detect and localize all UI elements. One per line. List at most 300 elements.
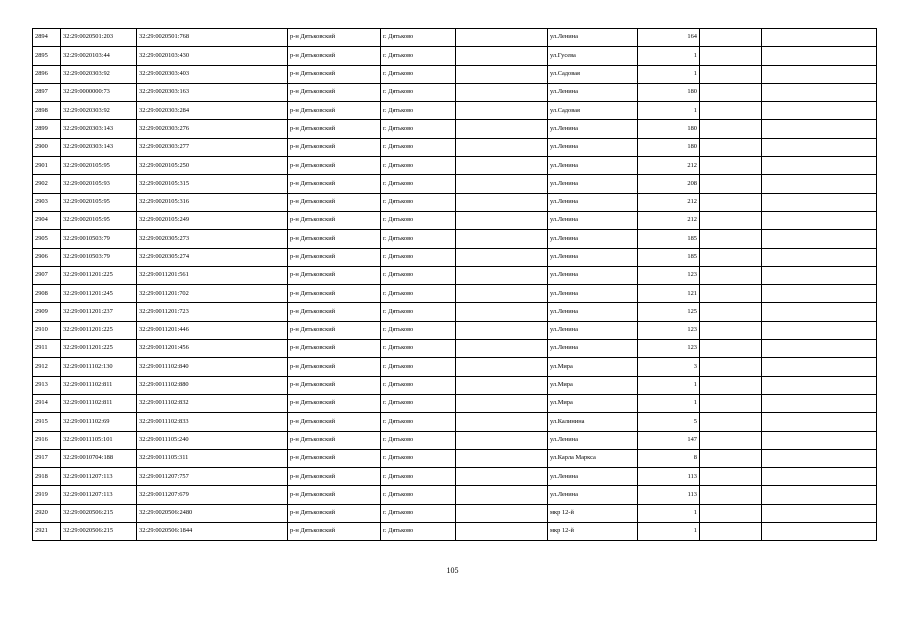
house-number-cell: 212 [638, 193, 700, 211]
row-number-cell: 2900 [33, 138, 61, 156]
empty-cell [456, 47, 548, 65]
cadastral-number-cell: 32:29:0011207:113 [61, 468, 137, 486]
empty-cell [456, 29, 548, 47]
city-cell: г. Дятьково [381, 230, 456, 248]
row-number-cell: 2907 [33, 266, 61, 284]
city-cell: г. Дятьково [381, 157, 456, 175]
table-row [33, 102, 877, 120]
table-row [33, 394, 877, 412]
city-cell: г. Дятьково [381, 431, 456, 449]
empty-cell [762, 120, 877, 138]
cadastral-number-cell: 32:29:0010704:188 [61, 449, 137, 467]
empty-cell [700, 321, 762, 339]
empty-cell [762, 248, 877, 266]
house-number-cell: 1 [638, 102, 700, 120]
cadastral-number-cell: 32:29:0020506:215 [61, 523, 137, 541]
object-cadastral-number-cell: 32:29:0020501:768 [137, 29, 288, 47]
street-cell: ул.Ленина [548, 175, 638, 193]
street-cell: ул.Карла Маркса [548, 449, 638, 467]
empty-cell [762, 340, 877, 358]
empty-cell [700, 248, 762, 266]
house-number-cell: 8 [638, 449, 700, 467]
district-cell: р-н Дятьковский [288, 303, 381, 321]
table-row [33, 248, 877, 266]
house-number-cell: 212 [638, 211, 700, 229]
district-cell: р-н Дятьковский [288, 449, 381, 467]
district-cell: р-н Дятьковский [288, 47, 381, 65]
cadastral-number-cell: 32:29:0011201:225 [61, 340, 137, 358]
empty-cell [456, 175, 548, 193]
district-cell: р-н Дятьковский [288, 248, 381, 266]
cadastral-number-cell: 32:29:0011102:811 [61, 394, 137, 412]
empty-cell [456, 394, 548, 412]
empty-cell [700, 102, 762, 120]
city-cell: г. Дятьково [381, 65, 456, 83]
cadastral-number-cell: 32:29:0020105:95 [61, 157, 137, 175]
empty-cell [700, 303, 762, 321]
empty-cell [456, 83, 548, 101]
object-cadastral-number-cell: 32:29:0020103:430 [137, 47, 288, 65]
table-row [33, 504, 877, 522]
house-number-cell: 1 [638, 504, 700, 522]
street-cell: ул.Ленина [548, 120, 638, 138]
empty-cell [456, 523, 548, 541]
house-number-cell: 123 [638, 266, 700, 284]
table-row [33, 175, 877, 193]
street-cell: ул.Садовая [548, 102, 638, 120]
empty-cell [762, 83, 877, 101]
object-cadastral-number-cell: 32:29:0011105:311 [137, 449, 288, 467]
page-number: 105 [446, 566, 459, 575]
empty-cell [456, 358, 548, 376]
house-number-cell: 5 [638, 413, 700, 431]
row-number-cell: 2899 [33, 120, 61, 138]
empty-cell [456, 431, 548, 449]
object-cadastral-number-cell: 32:29:0011201:702 [137, 285, 288, 303]
object-cadastral-number-cell: 32:29:0011201:723 [137, 303, 288, 321]
cadastral-number-cell: 32:29:0011201:237 [61, 303, 137, 321]
empty-cell [762, 358, 877, 376]
street-cell: ул.Ленина [548, 83, 638, 101]
empty-cell [700, 138, 762, 156]
row-number-cell: 2921 [33, 523, 61, 541]
house-number-cell: 164 [638, 29, 700, 47]
city-cell: г. Дятьково [381, 138, 456, 156]
cadastral-number-cell: 32:29:0020303:143 [61, 138, 137, 156]
object-cadastral-number-cell: 32:29:0020303:284 [137, 102, 288, 120]
empty-cell [762, 47, 877, 65]
empty-cell [762, 266, 877, 284]
house-number-cell: 208 [638, 175, 700, 193]
empty-cell [700, 504, 762, 522]
district-cell: р-н Дятьковский [288, 157, 381, 175]
table-row [33, 413, 877, 431]
empty-cell [762, 523, 877, 541]
cadastral-number-cell: 32:29:0000000:73 [61, 83, 137, 101]
row-number-cell: 2906 [33, 248, 61, 266]
empty-cell [700, 449, 762, 467]
table-row [33, 358, 877, 376]
row-number-cell: 2909 [33, 303, 61, 321]
object-cadastral-number-cell: 32:29:0011201:456 [137, 340, 288, 358]
cadastral-number-cell: 32:29:0011102:811 [61, 376, 137, 394]
street-cell: ул.Мира [548, 376, 638, 394]
object-cadastral-number-cell: 32:29:0011201:561 [137, 266, 288, 284]
street-cell: ул.Ленина [548, 211, 638, 229]
house-number-cell: 3 [638, 358, 700, 376]
cadastral-number-cell: 32:29:0011201:225 [61, 321, 137, 339]
empty-cell [762, 468, 877, 486]
object-cadastral-number-cell: 32:29:0020303:276 [137, 120, 288, 138]
house-number-cell: 185 [638, 230, 700, 248]
empty-cell [700, 193, 762, 211]
house-number-cell: 113 [638, 468, 700, 486]
city-cell: г. Дятьково [381, 413, 456, 431]
empty-cell [762, 65, 877, 83]
district-cell: р-н Дятьковский [288, 413, 381, 431]
cadastral-number-cell: 32:29:0020506:215 [61, 504, 137, 522]
house-number-cell: 180 [638, 120, 700, 138]
district-cell: р-н Дятьковский [288, 65, 381, 83]
street-cell: ул.Калинина [548, 413, 638, 431]
empty-cell [456, 340, 548, 358]
street-cell: ул.Мира [548, 358, 638, 376]
street-cell: ул.Ленина [548, 29, 638, 47]
empty-cell [700, 285, 762, 303]
district-cell: р-н Дятьковский [288, 138, 381, 156]
empty-cell [762, 138, 877, 156]
house-number-cell: 113 [638, 486, 700, 504]
empty-cell [456, 120, 548, 138]
district-cell: р-н Дятьковский [288, 358, 381, 376]
object-cadastral-number-cell: 32:29:0011201:446 [137, 321, 288, 339]
city-cell: г. Дятьково [381, 175, 456, 193]
cadastral-number-cell: 32:29:0020105:95 [61, 211, 137, 229]
city-cell: г. Дятьково [381, 394, 456, 412]
cadastral-table [32, 28, 877, 541]
street-cell: ул.Ленина [548, 138, 638, 156]
table-row [33, 285, 877, 303]
empty-cell [456, 303, 548, 321]
empty-cell [700, 468, 762, 486]
empty-cell [762, 193, 877, 211]
cadastral-number-cell: 32:29:0011102:130 [61, 358, 137, 376]
row-number-cell: 2896 [33, 65, 61, 83]
city-cell: г. Дятьково [381, 486, 456, 504]
district-cell: р-н Дятьковский [288, 211, 381, 229]
table-row [33, 138, 877, 156]
row-number-cell: 2920 [33, 504, 61, 522]
street-cell: ул.Ленина [548, 248, 638, 266]
district-cell: р-н Дятьковский [288, 504, 381, 522]
city-cell: г. Дятьково [381, 321, 456, 339]
empty-cell [700, 486, 762, 504]
city-cell: г. Дятьково [381, 468, 456, 486]
street-cell: ул.Ленина [548, 157, 638, 175]
row-number-cell: 2895 [33, 47, 61, 65]
house-number-cell: 1 [638, 65, 700, 83]
empty-cell [700, 340, 762, 358]
row-number-cell: 2915 [33, 413, 61, 431]
table-row [33, 65, 877, 83]
empty-cell [456, 486, 548, 504]
street-cell: ул.Ленина [548, 303, 638, 321]
object-cadastral-number-cell: 32:29:0020105:249 [137, 211, 288, 229]
cadastral-number-cell: 32:29:0011105:101 [61, 431, 137, 449]
house-number-cell: 123 [638, 321, 700, 339]
table-row [33, 83, 877, 101]
district-cell: р-н Дятьковский [288, 29, 381, 47]
cadastral-number-cell: 32:29:0010503:79 [61, 248, 137, 266]
district-cell: р-н Дятьковский [288, 175, 381, 193]
empty-cell [762, 449, 877, 467]
row-number-cell: 2917 [33, 449, 61, 467]
empty-cell [762, 504, 877, 522]
district-cell: р-н Дятьковский [288, 102, 381, 120]
object-cadastral-number-cell: 32:29:0020303:277 [137, 138, 288, 156]
empty-cell [456, 285, 548, 303]
empty-cell [456, 193, 548, 211]
empty-cell [456, 65, 548, 83]
empty-cell [456, 230, 548, 248]
empty-cell [700, 376, 762, 394]
district-cell: р-н Дятьковский [288, 193, 381, 211]
street-cell: ул.Ленина [548, 340, 638, 358]
cadastral-number-cell: 32:29:0011207:113 [61, 486, 137, 504]
street-cell: ул.Ленина [548, 230, 638, 248]
street-cell: ул.Мира [548, 394, 638, 412]
table-row [33, 47, 877, 65]
table-row [33, 376, 877, 394]
object-cadastral-number-cell: 32:29:0020303:163 [137, 83, 288, 101]
cadastral-number-cell: 32:29:0011201:225 [61, 266, 137, 284]
object-cadastral-number-cell: 32:29:0020506:1844 [137, 523, 288, 541]
street-cell: ул.Ленина [548, 431, 638, 449]
empty-cell [762, 486, 877, 504]
cadastral-number-cell: 32:29:0010503:79 [61, 230, 137, 248]
cadastral-number-cell: 32:29:0020303:92 [61, 102, 137, 120]
house-number-cell: 123 [638, 340, 700, 358]
city-cell: г. Дятьково [381, 102, 456, 120]
house-number-cell: 1 [638, 523, 700, 541]
city-cell: г. Дятьково [381, 47, 456, 65]
district-cell: р-н Дятьковский [288, 468, 381, 486]
row-number-cell: 2903 [33, 193, 61, 211]
empty-cell [700, 394, 762, 412]
house-number-cell: 180 [638, 138, 700, 156]
object-cadastral-number-cell: 32:29:0011207:757 [137, 468, 288, 486]
table-row [33, 29, 877, 47]
table-row [33, 523, 877, 541]
object-cadastral-number-cell: 32:29:0020305:274 [137, 248, 288, 266]
empty-cell [762, 29, 877, 47]
empty-cell [762, 157, 877, 175]
city-cell: г. Дятьково [381, 193, 456, 211]
empty-cell [700, 83, 762, 101]
district-cell: р-н Дятьковский [288, 83, 381, 101]
city-cell: г. Дятьково [381, 248, 456, 266]
street-cell: ул.Садовая [548, 65, 638, 83]
empty-cell [700, 29, 762, 47]
empty-cell [700, 120, 762, 138]
city-cell: г. Дятьково [381, 376, 456, 394]
empty-cell [762, 376, 877, 394]
object-cadastral-number-cell: 32:29:0011102:833 [137, 413, 288, 431]
empty-cell [762, 175, 877, 193]
empty-cell [762, 230, 877, 248]
district-cell: р-н Дятьковский [288, 230, 381, 248]
empty-cell [700, 47, 762, 65]
object-cadastral-number-cell: 32:29:0011105:240 [137, 431, 288, 449]
empty-cell [456, 248, 548, 266]
row-number-cell: 2912 [33, 358, 61, 376]
city-cell: г. Дятьково [381, 340, 456, 358]
city-cell: г. Дятьково [381, 266, 456, 284]
object-cadastral-number-cell: 32:29:0020105:250 [137, 157, 288, 175]
table-row [33, 449, 877, 467]
empty-cell [700, 157, 762, 175]
city-cell: г. Дятьково [381, 120, 456, 138]
cadastral-number-cell: 32:29:0020303:92 [61, 65, 137, 83]
empty-cell [456, 504, 548, 522]
table-row [33, 340, 877, 358]
object-cadastral-number-cell: 32:29:0020105:315 [137, 175, 288, 193]
city-cell: г. Дятьково [381, 504, 456, 522]
street-cell: ул.Ленина [548, 193, 638, 211]
district-cell: р-н Дятьковский [288, 120, 381, 138]
empty-cell [762, 413, 877, 431]
object-cadastral-number-cell: 32:29:0011102:832 [137, 394, 288, 412]
district-cell: р-н Дятьковский [288, 376, 381, 394]
row-number-cell: 2897 [33, 83, 61, 101]
object-cadastral-number-cell: 32:29:0020506:2480 [137, 504, 288, 522]
cadastral-number-cell: 32:29:0020105:95 [61, 193, 137, 211]
row-number-cell: 2904 [33, 211, 61, 229]
district-cell: р-н Дятьковский [288, 321, 381, 339]
table-row [33, 193, 877, 211]
cadastral-number-cell: 32:29:0020501:203 [61, 29, 137, 47]
row-number-cell: 2905 [33, 230, 61, 248]
city-cell: г. Дятьково [381, 29, 456, 47]
street-cell: ул.Ленина [548, 321, 638, 339]
house-number-cell: 121 [638, 285, 700, 303]
row-number-cell: 2910 [33, 321, 61, 339]
district-cell: р-н Дятьковский [288, 340, 381, 358]
city-cell: г. Дятьково [381, 303, 456, 321]
table-row [33, 211, 877, 229]
house-number-cell: 180 [638, 83, 700, 101]
empty-cell [456, 157, 548, 175]
empty-cell [762, 431, 877, 449]
district-cell: р-н Дятьковский [288, 266, 381, 284]
street-cell: мкр 12-й [548, 504, 638, 522]
empty-cell [456, 211, 548, 229]
table-row [33, 486, 877, 504]
empty-cell [700, 431, 762, 449]
object-cadastral-number-cell: 32:29:0011207:679 [137, 486, 288, 504]
district-cell: р-н Дятьковский [288, 486, 381, 504]
table-row [33, 266, 877, 284]
empty-cell [700, 413, 762, 431]
table-row [33, 468, 877, 486]
city-cell: г. Дятьково [381, 358, 456, 376]
table-row [33, 303, 877, 321]
row-number-cell: 2916 [33, 431, 61, 449]
empty-cell [762, 303, 877, 321]
city-cell: г. Дятьково [381, 285, 456, 303]
empty-cell [762, 211, 877, 229]
table-row [33, 321, 877, 339]
cadastral-number-cell: 32:29:0011102:69 [61, 413, 137, 431]
district-cell: р-н Дятьковский [288, 285, 381, 303]
empty-cell [456, 102, 548, 120]
empty-cell [700, 230, 762, 248]
empty-cell [700, 211, 762, 229]
house-number-cell: 1 [638, 394, 700, 412]
house-number-cell: 212 [638, 157, 700, 175]
object-cadastral-number-cell: 32:29:0020105:316 [137, 193, 288, 211]
empty-cell [762, 102, 877, 120]
table-row [33, 120, 877, 138]
street-cell: ул.Ленина [548, 468, 638, 486]
house-number-cell: 147 [638, 431, 700, 449]
cadastral-number-cell: 32:29:0020105:93 [61, 175, 137, 193]
district-cell: р-н Дятьковский [288, 431, 381, 449]
street-cell: ул.Гусева [548, 47, 638, 65]
empty-cell [700, 65, 762, 83]
empty-cell [700, 266, 762, 284]
row-number-cell: 2898 [33, 102, 61, 120]
cadastral-number-cell: 32:29:0020303:143 [61, 120, 137, 138]
empty-cell [456, 413, 548, 431]
house-number-cell: 1 [638, 376, 700, 394]
row-number-cell: 2894 [33, 29, 61, 47]
empty-cell [456, 266, 548, 284]
row-number-cell: 2919 [33, 486, 61, 504]
empty-cell [700, 358, 762, 376]
empty-cell [456, 321, 548, 339]
row-number-cell: 2901 [33, 157, 61, 175]
object-cadastral-number-cell: 32:29:0011102:880 [137, 376, 288, 394]
row-number-cell: 2918 [33, 468, 61, 486]
house-number-cell: 1 [638, 47, 700, 65]
row-number-cell: 2908 [33, 285, 61, 303]
empty-cell [762, 285, 877, 303]
table-body [33, 29, 877, 541]
table-row [33, 157, 877, 175]
empty-cell [762, 321, 877, 339]
table-row [33, 431, 877, 449]
empty-cell [456, 138, 548, 156]
house-number-cell: 185 [638, 248, 700, 266]
row-number-cell: 2911 [33, 340, 61, 358]
city-cell: г. Дятьково [381, 523, 456, 541]
city-cell: г. Дятьково [381, 83, 456, 101]
cadastral-number-cell: 32:29:0020103:44 [61, 47, 137, 65]
street-cell: ул.Ленина [548, 486, 638, 504]
empty-cell [456, 449, 548, 467]
empty-cell [700, 175, 762, 193]
city-cell: г. Дятьково [381, 449, 456, 467]
cadastral-number-cell: 32:29:0011201:245 [61, 285, 137, 303]
district-cell: р-н Дятьковский [288, 394, 381, 412]
empty-cell [700, 523, 762, 541]
empty-cell [456, 376, 548, 394]
object-cadastral-number-cell: 32:29:0011102:840 [137, 358, 288, 376]
city-cell: г. Дятьково [381, 211, 456, 229]
object-cadastral-number-cell: 32:29:0020305:273 [137, 230, 288, 248]
row-number-cell: 2913 [33, 376, 61, 394]
